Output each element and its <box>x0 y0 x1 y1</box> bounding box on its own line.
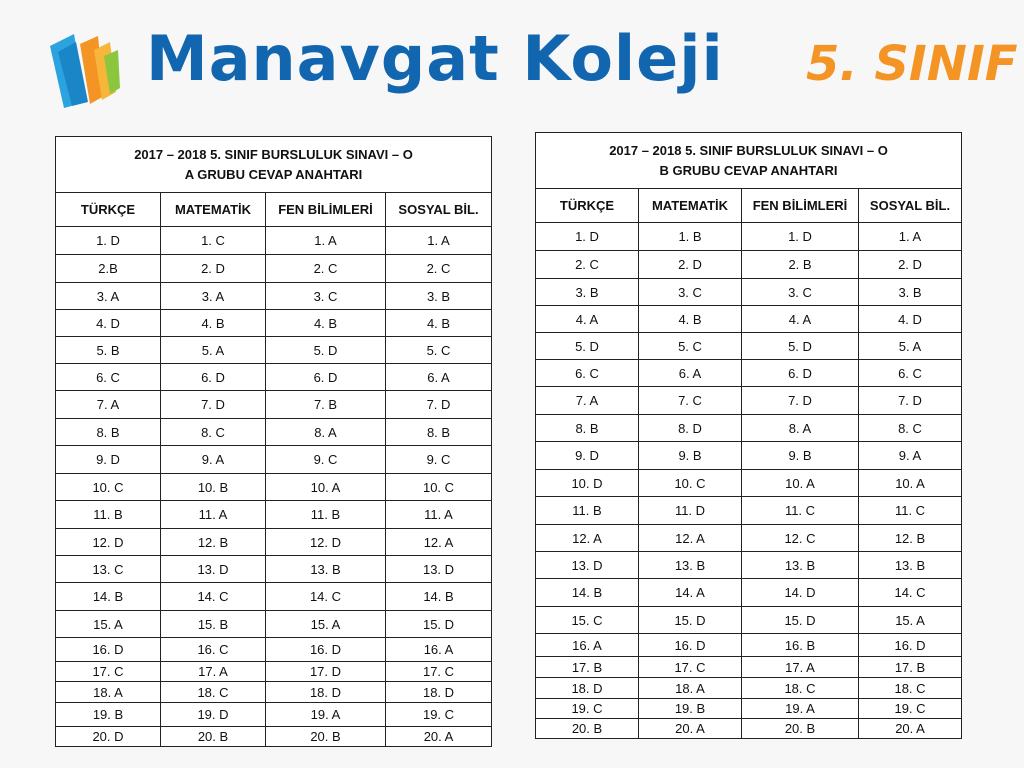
answer-cell: 4. B <box>639 306 742 333</box>
answer-cell: 18. D <box>386 682 492 703</box>
answer-cell: 19. B <box>639 699 742 719</box>
table-body <box>536 223 962 739</box>
answer-cell: 8. C <box>161 419 266 446</box>
answer-cell: 11. C <box>859 497 962 525</box>
answer-cell: 12. A <box>639 525 742 552</box>
column-header: MATEMATİK <box>161 193 266 227</box>
answer-cell: 4. B <box>386 310 492 337</box>
answer-cell: 1. A <box>386 227 492 255</box>
table-row <box>536 360 962 387</box>
table-row <box>536 251 962 279</box>
answer-cell: 19. B <box>56 703 161 727</box>
answer-cell: 8. A <box>266 419 386 446</box>
answer-cell: 10. C <box>639 470 742 497</box>
answer-cell: 12. A <box>386 529 492 556</box>
table-row <box>56 662 492 682</box>
column-header: SOSYAL BİL. <box>859 189 962 223</box>
table-title-line2: B GRUBU CEVAP ANAHTARI <box>659 162 838 178</box>
answer-cell: 9. B <box>742 442 859 470</box>
table-row <box>56 337 492 364</box>
answer-cell: 5. D <box>266 337 386 364</box>
answer-cell: 3. B <box>386 283 492 310</box>
open-book-logo-icon <box>46 32 120 110</box>
answer-cell: 15. D <box>386 611 492 638</box>
answer-cell: 17. A <box>161 662 266 682</box>
answer-cell: 5. B <box>56 337 161 364</box>
answer-cell: 1. D <box>742 223 859 251</box>
table-row <box>536 678 962 699</box>
table-row <box>536 699 962 719</box>
answer-cell: 2. C <box>386 255 492 283</box>
column-header: SOSYAL BİL. <box>386 193 492 227</box>
table-row <box>56 501 492 529</box>
answer-cell: 7. A <box>56 391 161 419</box>
answer-cell: 7. C <box>639 387 742 415</box>
answer-cell: 16. C <box>161 638 266 662</box>
answer-cell: 6. A <box>639 360 742 387</box>
answer-cell: 4. B <box>161 310 266 337</box>
answer-cell: 14. D <box>742 579 859 607</box>
answer-cell: 9. D <box>56 446 161 474</box>
answer-cell: 1. C <box>161 227 266 255</box>
answer-cell: 20. A <box>639 719 742 739</box>
answer-cell: 15. A <box>859 607 962 634</box>
answer-cell: 5. A <box>859 333 962 360</box>
column-header: FEN BİLİMLERİ <box>266 193 386 227</box>
answer-cell: 10. C <box>386 474 492 501</box>
answer-cell: 7. B <box>266 391 386 419</box>
table-title-row <box>56 137 492 193</box>
answer-cell: 13. D <box>536 552 639 579</box>
answer-cell: 2. D <box>859 251 962 279</box>
table-header-row <box>56 193 492 227</box>
answer-cell: 6. C <box>536 360 639 387</box>
table-title-line2: A GRUBU CEVAP ANAHTARI <box>184 166 363 182</box>
answer-cell: 8. A <box>742 415 859 442</box>
answer-cell: 20. B <box>161 727 266 747</box>
answer-cell: 7. D <box>386 391 492 419</box>
answer-cell: 2. D <box>639 251 742 279</box>
table-title-line1: 2017 – 2018 5. SINIF BURSLULUK SINAVI – O <box>609 142 888 158</box>
answer-cell: 14. C <box>266 583 386 611</box>
table-row <box>536 470 962 497</box>
answer-cell: 1. A <box>266 227 386 255</box>
answer-key-group-a <box>55 136 491 747</box>
answer-cell: 14. A <box>639 579 742 607</box>
grade-label: 5. SINIF <box>806 36 1018 92</box>
answer-cell: 11. D <box>639 497 742 525</box>
answer-cell: 3. C <box>742 279 859 306</box>
table-row <box>536 579 962 607</box>
answer-cell: 9. A <box>859 442 962 470</box>
answer-cell: 18. A <box>56 682 161 703</box>
answer-cell: 3. A <box>56 283 161 310</box>
answer-cell: 6. A <box>386 364 492 391</box>
table-title <box>536 133 962 189</box>
answer-cell: 19. D <box>161 703 266 727</box>
table-row <box>56 583 492 611</box>
answer-cell: 2. B <box>742 251 859 279</box>
answer-cell: 1. B <box>639 223 742 251</box>
column-header: MATEMATİK <box>639 189 742 223</box>
answer-cell: 12. B <box>161 529 266 556</box>
answer-cell: 20. B <box>266 727 386 747</box>
column-header: FEN BİLİMLERİ <box>742 189 859 223</box>
answer-cell: 16. A <box>536 634 639 657</box>
table-row <box>56 703 492 727</box>
column-header: TÜRKÇE <box>536 189 639 223</box>
table-title <box>56 137 492 193</box>
column-header: TÜRKÇE <box>56 193 161 227</box>
answer-cell: 19. C <box>386 703 492 727</box>
answer-cell: 10. C <box>56 474 161 501</box>
answer-cell: 3. B <box>859 279 962 306</box>
answer-cell: 13. B <box>266 556 386 583</box>
answer-cell: 6. D <box>742 360 859 387</box>
answer-cell: 14. B <box>56 583 161 611</box>
answer-cell: 2. D <box>161 255 266 283</box>
answer-cell: 7. D <box>859 387 962 415</box>
answer-cell: 9. A <box>161 446 266 474</box>
answer-cell: 5. D <box>742 333 859 360</box>
answer-cell: 11. B <box>536 497 639 525</box>
answer-cell: 16. A <box>386 638 492 662</box>
answer-cell: 11. C <box>742 497 859 525</box>
answer-cell: 9. C <box>386 446 492 474</box>
table-row <box>536 279 962 306</box>
answer-cell: 17. B <box>536 657 639 678</box>
answer-cell: 17. B <box>859 657 962 678</box>
table-row <box>536 607 962 634</box>
answer-cell: 15. A <box>56 611 161 638</box>
answer-cell: 2.B <box>56 255 161 283</box>
table-header-row <box>536 189 962 223</box>
answer-cell: 10. A <box>859 470 962 497</box>
answer-cell: 2. C <box>536 251 639 279</box>
answer-key-group-b <box>535 132 961 739</box>
answer-cell: 20. D <box>56 727 161 747</box>
answer-cell: 12. B <box>859 525 962 552</box>
answer-cell: 8. D <box>639 415 742 442</box>
table-row <box>56 682 492 703</box>
answer-cell: 6. D <box>161 364 266 391</box>
answer-cell: 15. C <box>536 607 639 634</box>
answer-cell: 17. C <box>386 662 492 682</box>
answer-cell: 4. A <box>536 306 639 333</box>
answer-cell: 17. D <box>266 662 386 682</box>
answer-cell: 6. C <box>859 360 962 387</box>
answer-cell: 18. D <box>266 682 386 703</box>
table-row <box>536 223 962 251</box>
answer-cell: 1. A <box>859 223 962 251</box>
answer-cell: 15. D <box>639 607 742 634</box>
answer-cell: 11. A <box>161 501 266 529</box>
answer-cell: 20. B <box>742 719 859 739</box>
answer-cell: 13. B <box>859 552 962 579</box>
answer-cell: 1. D <box>56 227 161 255</box>
answer-cell: 17. C <box>56 662 161 682</box>
answer-cell: 19. A <box>266 703 386 727</box>
answer-cell: 16. B <box>742 634 859 657</box>
answer-cell: 7. A <box>536 387 639 415</box>
table-row <box>56 727 492 747</box>
table-row <box>536 552 962 579</box>
answer-cell: 9. B <box>639 442 742 470</box>
answer-cell: 16. D <box>639 634 742 657</box>
answer-cell: 10. A <box>742 470 859 497</box>
table-row <box>536 657 962 678</box>
answer-cell: 16. D <box>56 638 161 662</box>
brand-name: Manavgat Koleji <box>146 22 724 95</box>
answer-cell: 14. C <box>161 583 266 611</box>
answer-cell: 13. B <box>742 552 859 579</box>
answer-cell: 6. C <box>56 364 161 391</box>
answer-cell: 14. B <box>386 583 492 611</box>
table-row <box>56 638 492 662</box>
answer-cell: 7. D <box>161 391 266 419</box>
answer-cell: 7. D <box>742 387 859 415</box>
table-title-line1: 2017 – 2018 5. SINIF BURSLULUK SINAVI – O <box>134 146 413 162</box>
answer-cell: 5. C <box>386 337 492 364</box>
table-row <box>536 634 962 657</box>
answer-cell: 3. A <box>161 283 266 310</box>
answer-cell: 20. A <box>386 727 492 747</box>
answer-cell: 18. D <box>536 678 639 699</box>
answer-cell: 18. C <box>161 682 266 703</box>
page-header <box>0 0 1024 125</box>
answer-cell: 9. C <box>266 446 386 474</box>
answer-cell: 16. D <box>859 634 962 657</box>
answer-cell: 4. D <box>859 306 962 333</box>
table-row <box>536 415 962 442</box>
table-row <box>56 419 492 446</box>
answer-cell: 15. D <box>742 607 859 634</box>
answer-cell: 11. A <box>386 501 492 529</box>
answer-table-b <box>535 132 962 739</box>
answer-cell: 20. A <box>859 719 962 739</box>
answer-cell: 8. B <box>386 419 492 446</box>
answer-cell: 18. A <box>639 678 742 699</box>
answer-cell: 12. C <box>742 525 859 552</box>
answer-cell: 10. D <box>536 470 639 497</box>
answer-cell: 20. B <box>536 719 639 739</box>
table-row <box>56 283 492 310</box>
answer-cell: 3. B <box>536 279 639 306</box>
answer-cell: 17. A <box>742 657 859 678</box>
answer-cell: 14. B <box>536 579 639 607</box>
answer-cell: 11. B <box>56 501 161 529</box>
answer-cell: 17. C <box>639 657 742 678</box>
answer-cell: 13. B <box>639 552 742 579</box>
answer-cell: 12. A <box>536 525 639 552</box>
table-row <box>56 364 492 391</box>
table-row <box>536 497 962 525</box>
answer-cell: 12. D <box>56 529 161 556</box>
table-row <box>536 333 962 360</box>
answer-cell: 11. B <box>266 501 386 529</box>
answer-cell: 8. C <box>859 415 962 442</box>
answer-cell: 15. B <box>161 611 266 638</box>
table-row <box>56 391 492 419</box>
answer-cell: 16. D <box>266 638 386 662</box>
answer-cell: 18. C <box>859 678 962 699</box>
answer-cell: 13. C <box>56 556 161 583</box>
table-row <box>56 611 492 638</box>
answer-cell: 3. C <box>266 283 386 310</box>
answer-cell: 4. D <box>56 310 161 337</box>
answer-cell: 10. A <box>266 474 386 501</box>
table-row <box>56 474 492 501</box>
answer-cell: 3. C <box>639 279 742 306</box>
table-title-row <box>536 133 962 189</box>
table-row <box>536 306 962 333</box>
answer-cell: 2. C <box>266 255 386 283</box>
table-row <box>56 227 492 255</box>
answer-cell: 15. A <box>266 611 386 638</box>
answer-cell: 4. A <box>742 306 859 333</box>
table-row <box>536 387 962 415</box>
answer-cell: 1. D <box>536 223 639 251</box>
table-body <box>56 227 492 747</box>
answer-cell: 9. D <box>536 442 639 470</box>
answer-cell: 8. B <box>536 415 639 442</box>
answer-cell: 5. A <box>161 337 266 364</box>
table-row <box>56 529 492 556</box>
table-row <box>536 719 962 739</box>
answer-cell: 14. C <box>859 579 962 607</box>
answer-cell: 6. D <box>266 364 386 391</box>
answer-cell: 19. C <box>536 699 639 719</box>
answer-cell: 19. C <box>859 699 962 719</box>
answer-table-a <box>55 136 492 747</box>
answer-cell: 10. B <box>161 474 266 501</box>
answer-cell: 4. B <box>266 310 386 337</box>
answer-cell: 13. D <box>161 556 266 583</box>
table-row <box>56 255 492 283</box>
table-row <box>536 442 962 470</box>
answer-cell: 12. D <box>266 529 386 556</box>
table-row <box>56 556 492 583</box>
answer-cell: 18. C <box>742 678 859 699</box>
answer-cell: 8. B <box>56 419 161 446</box>
answer-cell: 13. D <box>386 556 492 583</box>
table-row <box>536 525 962 552</box>
answer-cell: 19. A <box>742 699 859 719</box>
answer-cell: 5. D <box>536 333 639 360</box>
answer-cell: 5. C <box>639 333 742 360</box>
table-row <box>56 446 492 474</box>
table-row <box>56 310 492 337</box>
